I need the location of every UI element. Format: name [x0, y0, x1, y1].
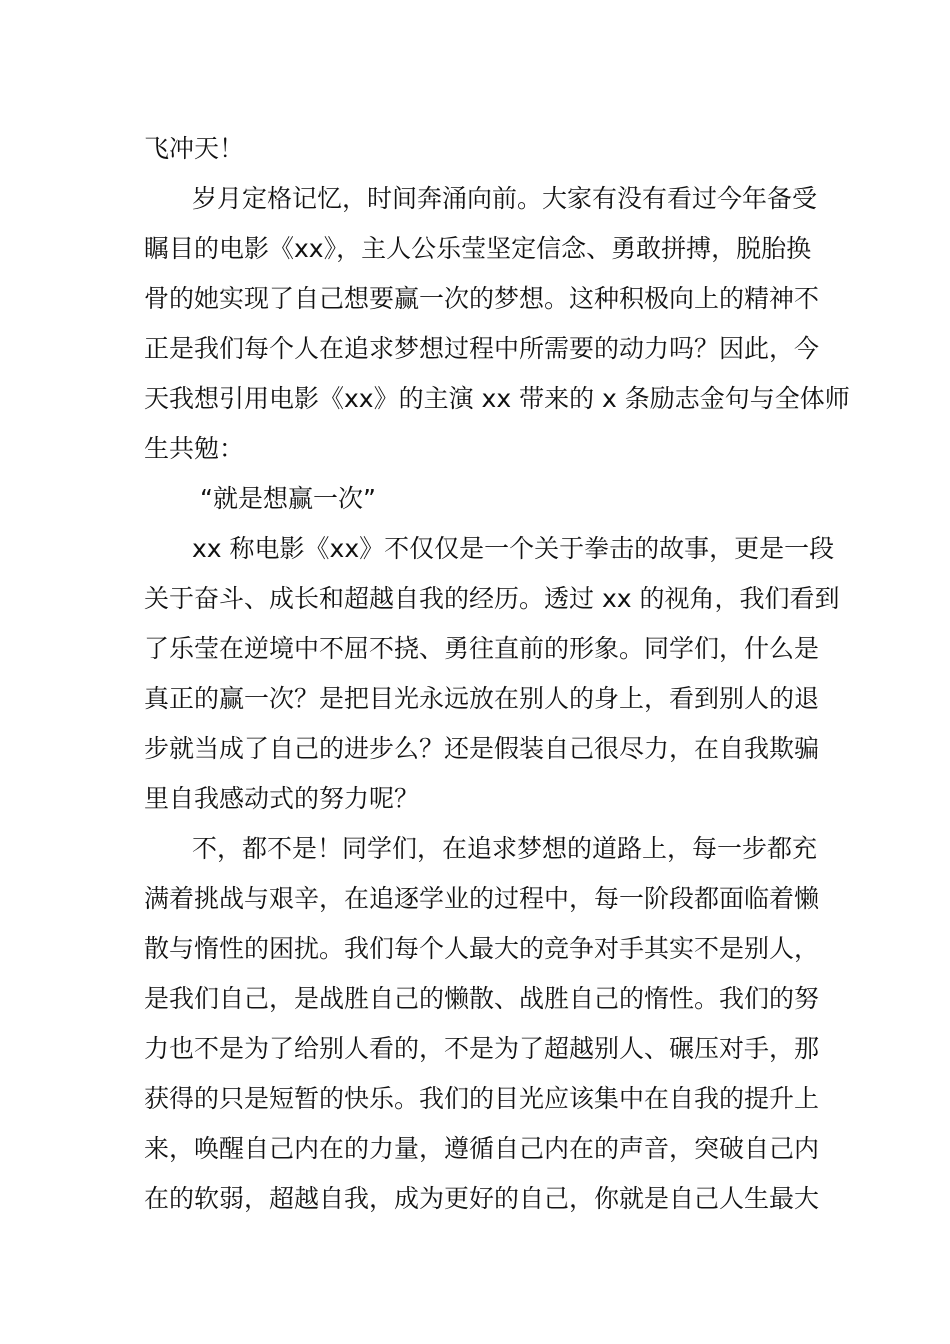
text-line: 力也不是为了给别人看的，不是为了超越别人、碾压对手，那	[144, 1034, 820, 1063]
text-line: 瞩目的电影《xx》，主人公乐莹坚定信念、勇敢拼搏，脱胎换	[144, 234, 812, 263]
quote-heading: “就是想赢一次”	[200, 484, 376, 513]
paragraph-first-line: xx 称电影《xx》不仅仅是一个关于拳击的故事，更是一段	[192, 534, 835, 563]
text-line: 步就当成了自己的进步么？还是假装自己很尽力，在自我欺骗	[144, 734, 820, 763]
text-line: 生共勉：	[144, 434, 245, 463]
text-line: 飞冲天！	[144, 134, 245, 163]
text-line: 真正的赢一次？是把目光永远放在别人的身上，看到别人的退	[144, 684, 820, 713]
text-line: 天我想引用电影《xx》的主演 xx 带来的 x 条励志金句与全体师	[144, 384, 850, 413]
text-line: 是我们自己，是战胜自己的懒散、战胜自己的惰性。我们的努	[144, 984, 820, 1013]
text-line: 散与惰性的困扰。我们每个人最大的竞争对手其实不是别人，	[144, 934, 820, 963]
text-line: 来，唤醒自己内在的力量，遵循自己内在的声音，突破自己内	[144, 1134, 820, 1163]
text-line: 满着挑战与艰辛，在追逐学业的过程中，每一阶段都面临着懒	[144, 884, 820, 913]
text-line: 骨的她实现了自己想要赢一次的梦想。这种积极向上的精神不	[144, 284, 820, 313]
text-line: 关于奋斗、成长和超越自我的经历。透过 xx 的视角，我们看到	[144, 584, 840, 613]
text-line: 了乐莹在逆境中不屈不挠、勇往直前的形象。同学们，什么是	[144, 634, 820, 663]
text-line: 获得的只是短暂的快乐。我们的目光应该集中在自我的提升上	[144, 1084, 820, 1113]
paragraph-first-line: 岁月定格记忆，时间奔涌向前。大家有没有看过今年备受	[192, 184, 818, 213]
paragraph-first-line: 不，都不是！同学们，在追求梦想的道路上，每一步都充	[192, 834, 818, 863]
text-line: 在的软弱，超越自我，成为更好的自己，你就是自己人生最大	[144, 1184, 820, 1213]
text-line: 正是我们每个人在追求梦想过程中所需要的动力吗？因此，今	[144, 334, 820, 363]
text-line: 里自我感动式的努力呢？	[144, 784, 420, 813]
